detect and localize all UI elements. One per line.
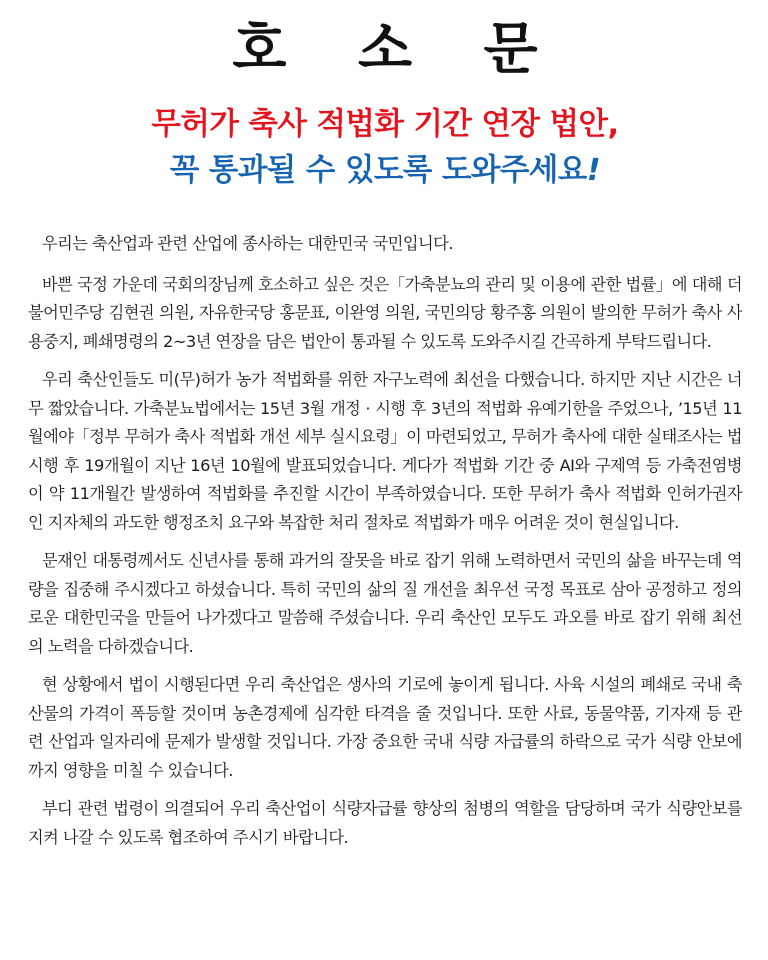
document-body	[28, 230, 742, 852]
headline-red: 무허가 축사 적법화 기간 연장 법안,	[151, 107, 619, 142]
paragraph-closing: 부디 관련 법령이 의결되어 우리 축산업이 식량자급률 향상의 첨병의 역할을 담당하며 국가 식량안보를 지켜 나갈 수 있도록 협조하여 주시기 바랍니다.	[28, 799, 742, 847]
headline-blue	[28, 148, 742, 194]
headline-exclamation: !	[586, 153, 601, 188]
paragraph-president: 문재인 대통령께서도 신년사를 통해 과거의 잘못을 바로 잡기 위해 노력하면서 국민의 삶을 바꾸는데 역량을 집중해 주시겠다고 하셨습니다. 특히 국민의 삶의 질 개선을 최우선 국정 목표로 삼아 공정하고 정의로운 대한민국을 만들어 나가겠다고 말씀해 주셨습니다. 우리 축산인 모두도 과오를 바로 잡기 위해 최선의 노력을 다하겠습니다.	[28, 551, 742, 656]
paragraph-intro: 우리는 축산업과 관련 산업에 종사하는 대한민국 국민입니다.	[42, 234, 453, 253]
headline-blue-text: 꼭 통과될 수 있도록 도와주세요	[169, 153, 587, 188]
paragraph-request: 바쁜 국정 가운데 국회의장님께 호소하고 싶은 것은「가축분뇨의 관리 및 이용에 관한 법률」에 대해 더불어민주당 김현권 의원, 자유한국당 홍문표, 이완영 의원, 국민의당 황주홍 의원이 발의한 무허가 축사 사용중지, 폐쇄명령의 2~3년 연장을 담은 법안이 통과될 수 있도록 도와주시길 간곡하게 부탁드립니다.	[28, 274, 742, 351]
document-title: 호 소 문	[232, 17, 564, 82]
paragraph-consequences: 현 상황에서 법이 시행된다면 우리 축산업은 생사의 기로에 놓이게 됩니다. 사육 시설의 폐쇄로 국내 축산물의 가격이 폭등할 것이며 농촌경제에 심각한 타격을 줄 것입니다. 또한 사료, 동물약품, 기자재 등 관련 산업과 일자리에 문제가 발생할 것입니다. 가장 중요한 국내 식량 자급률의 하락으로 국가 식량 안보에까지 영향을 미칠 수 있습니다.	[28, 675, 742, 780]
paragraph-circumstances: 우리 축산인들도 미(무)허가 농가 적법화를 위한 자구노력에 최선을 다했습니다. 하지만 지난 시간은 너무 짧았습니다. 가축분뇨법에서는 15년 3월 개정 · 시행 후 3년의 적법화 유예기한을 주었으나, ’15년 11월에야「정부 무허가 축사 적법화 개선 세부 실시요령」이 마련되었고, 무허가 축사에 대한 실태조사는 법 시행 후 19개월이 지난 16년 10월에 발표되었습니다. 게다가 적법화 기간 중 AI와 구제역 등 가축전염병이 약 11개월간 발생하여 적법화를 추진할 시간이 부족하였습니다. 또한 무허가 축사 적법화 인허가권자인 지자체의 과도한 행정조치 요구와 복잡한 처리 절차로 적법화가 매우 어려운 것이 현실입니다.	[28, 370, 742, 532]
